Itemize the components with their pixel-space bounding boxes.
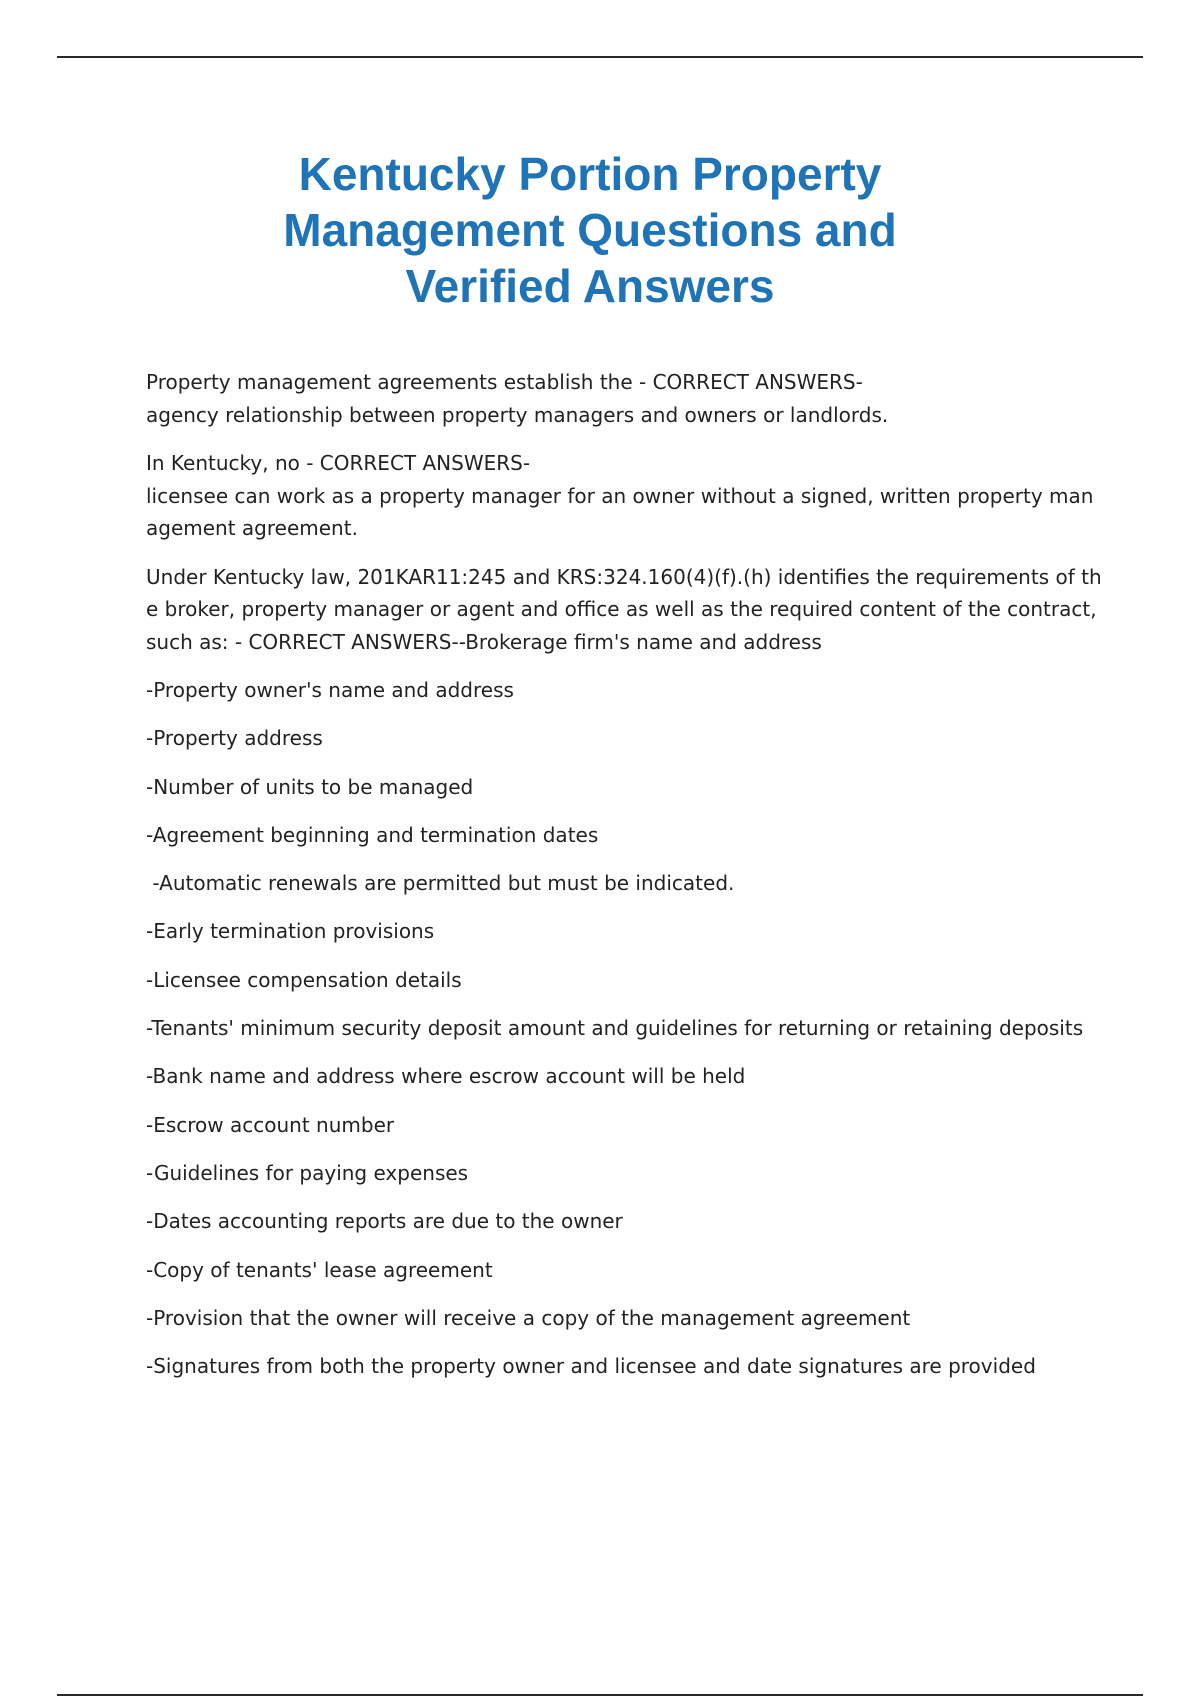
list-item: -Tenants' minimum security deposit amount and guidelines for returning or retaining deposits [146, 1016, 1084, 1041]
paragraph-line: Under Kentucky law, 201KAR11:245 and KRS:324.160(4)(f).(h) identifies the requirements of th [146, 564, 1102, 589]
document-body [146, 366, 1102, 1398]
qa-paragraph-1 [146, 366, 1096, 431]
list-item: -Bank name and address where escrow account will be held [146, 1064, 746, 1089]
list-item: -Signatures from both the property owner and licensee and date signatures are provided [146, 1354, 1036, 1379]
paragraph-line: agency relationship between property managers and owners or landlords. [146, 402, 889, 427]
paragraph-line: agement agreement. [146, 516, 358, 540]
list-item: -Guidelines for paying expenses [146, 1160, 469, 1185]
requirements-list [146, 674, 1096, 1398]
list-item: -Licensee compensation details [146, 967, 462, 992]
list-item: -Copy of tenants' lease agreement [146, 1257, 493, 1282]
qa-paragraph-3 [146, 561, 1102, 659]
title-line-2: Management Questions and [283, 204, 897, 256]
list-item: -Property owner's name and address [146, 678, 514, 702]
list-item: -Early termination provisions [146, 919, 435, 944]
document-title [240, 146, 940, 314]
qa-paragraph-2 [146, 447, 1096, 545]
list-item: -Number of units to be managed [146, 774, 474, 799]
title-line-1: Kentucky Portion Property [298, 148, 882, 200]
list-item: -Agreement beginning and termination dates [146, 822, 599, 847]
list-item: -Escrow account number [146, 1112, 395, 1137]
list-item: -Automatic renewals are permitted but must be indicated. [146, 871, 735, 896]
paragraph-line: such as: - CORRECT ANSWERS--Brokerage firm's name and address [146, 629, 822, 654]
bottom-divider [57, 1694, 1143, 1696]
list-item: -Dates accounting reports are due to the owner [146, 1209, 623, 1234]
list-item: -Provision that the owner will receive a copy of the management agreement [146, 1305, 911, 1330]
title-line-3: Verified Answers [405, 260, 775, 312]
paragraph-line: licensee can work as a property manager for an owner without a signed, written property man [146, 483, 1094, 508]
paragraph-line: In Kentucky, no - CORRECT ANSWERS- [146, 451, 531, 475]
paragraph-line: Property management agreements establish the - CORRECT ANSWERS- [146, 370, 863, 394]
top-divider [57, 56, 1143, 58]
list-item: -Property address [146, 726, 323, 751]
paragraph-line: e broker, property manager or agent and office as well as the required content of the contract, [146, 597, 1097, 621]
